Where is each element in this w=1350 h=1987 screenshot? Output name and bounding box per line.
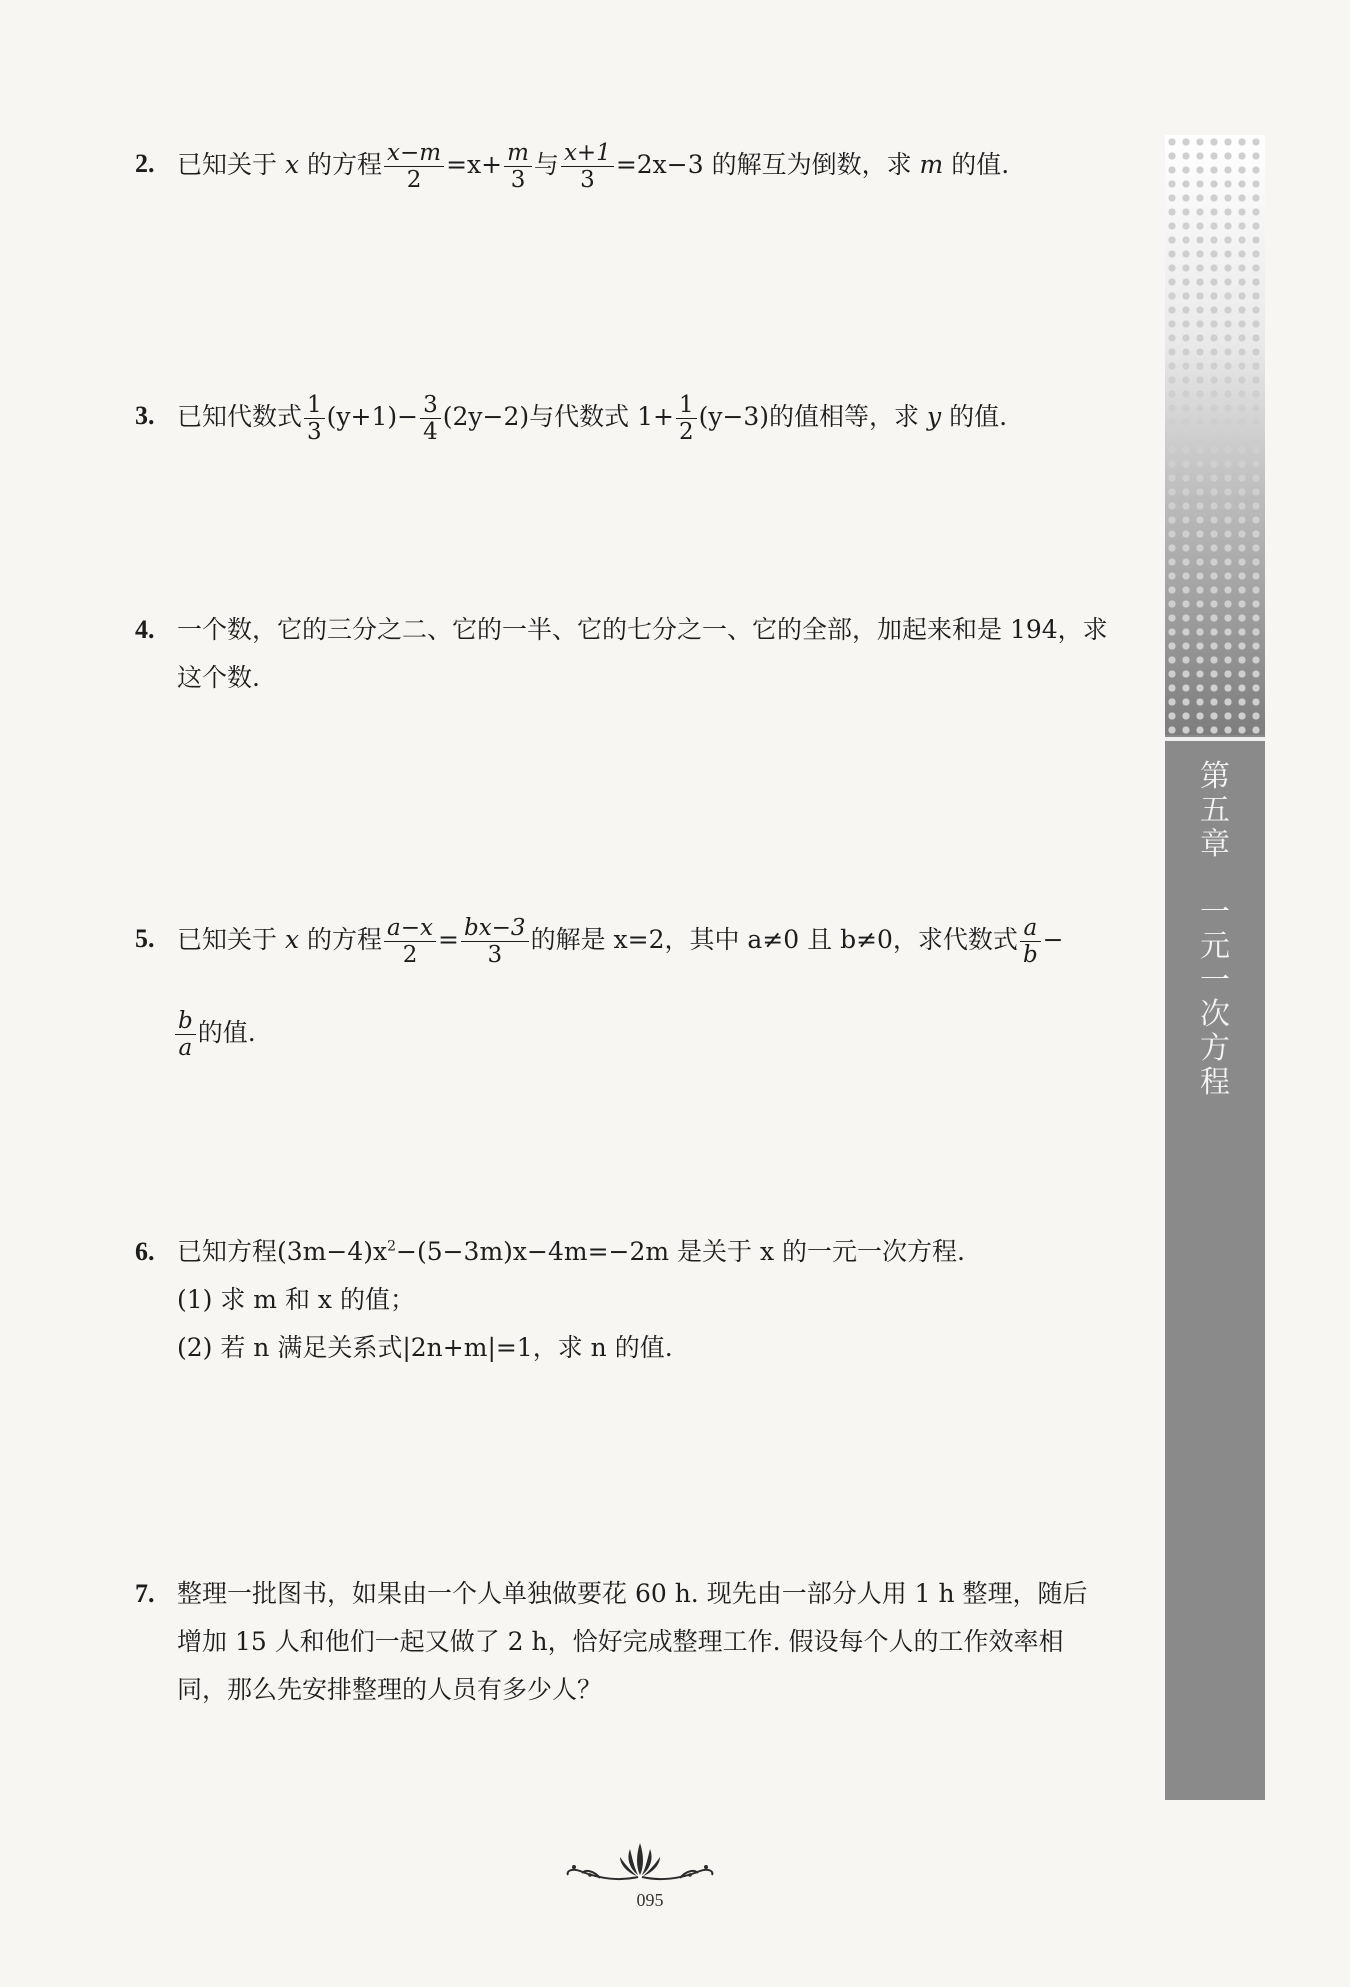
problem-text: 的方程 [307, 925, 383, 954]
problem-text: 已知代数式 [177, 402, 303, 431]
problem-text: 增加 15 人和他们一起又做了 2 h，恰好完成整理工作. 假设每个人的工作效率相 [177, 1627, 1064, 1656]
fraction [175, 1008, 196, 1061]
fraction [304, 392, 325, 445]
denominator: 3 [487, 942, 503, 968]
problem-text: 已知关于 [177, 925, 278, 954]
fraction [384, 140, 444, 193]
problem-text: =2x−3 的解互为倒数，求 [615, 150, 912, 179]
numerator: a [1020, 915, 1041, 942]
numerator: a−x [384, 915, 436, 942]
chapter-char: 一 [1200, 963, 1230, 998]
problem-text: 与 [533, 150, 559, 179]
chapter-char: 章 [1200, 827, 1230, 862]
problem-number: 5. [135, 924, 155, 953]
chapter-char: 五 [1200, 793, 1230, 828]
sub-question-2: (2) 若 n 满足关系式|2n+m|=1，求 n 的值. [177, 1333, 673, 1362]
denominator: 2 [406, 167, 422, 193]
chapter-char: 一 [1200, 895, 1230, 930]
problem-number: 3. [135, 401, 155, 430]
denominator: 3 [580, 167, 595, 193]
numerator: x−m [384, 140, 444, 167]
problem-text: 的值. [197, 1018, 256, 1047]
chapter-char: 元 [1200, 929, 1230, 964]
problem-number: 6. [135, 1237, 155, 1266]
numerator: 3 [420, 392, 441, 419]
sub-question-1: (1) 求 m 和 x 的值； [177, 1285, 415, 1314]
denominator: 4 [423, 419, 438, 445]
variable: x [284, 150, 300, 179]
chapter-title [1165, 760, 1265, 1100]
problem-text: 这个数. [177, 663, 260, 692]
page-number: 095 [636, 1890, 664, 1910]
problem-number: 7. [135, 1579, 155, 1608]
problem-text: 的解是 x=2，其中 a≠0 且 b≠0，求代数式 [530, 925, 1018, 954]
variable: m [919, 150, 944, 179]
problem-text: 的值. [951, 150, 1010, 179]
denominator: 2 [678, 419, 694, 445]
problem-text: − [1042, 925, 1064, 954]
problem-text: =x+ [446, 150, 503, 179]
problem-text: 一个数，它的三分之二、它的一半、它的七分之一、它的全部，加起来和是 194，求 [177, 615, 1108, 644]
problem-text: 已知关于 [177, 150, 278, 179]
variable: y [927, 402, 942, 431]
denominator: 3 [510, 167, 526, 193]
problem-text: 的方程 [307, 150, 383, 179]
fraction [461, 915, 529, 968]
problem-text: 同，那么先安排整理的人员有多少人？ [177, 1675, 603, 1704]
chapter-side-tab [1165, 135, 1265, 1800]
denominator: b [1022, 942, 1038, 968]
superscript: 2 [387, 1238, 396, 1255]
fraction [420, 392, 441, 445]
variable: x [284, 925, 300, 954]
numerator: b [175, 1008, 196, 1035]
chapter-char: 次 [1200, 997, 1230, 1032]
denominator: 3 [307, 419, 322, 445]
chapter-char: 程 [1200, 1065, 1230, 1100]
problem-text: (2y−2)与代数式 1+ [442, 402, 674, 431]
divider [1165, 737, 1265, 741]
problem-line [177, 1008, 1177, 1061]
problem-text: 的值. [949, 402, 1008, 431]
numerator: bx−3 [461, 915, 529, 942]
fraction [676, 392, 697, 445]
fraction [561, 140, 614, 193]
problem-text: = [438, 925, 459, 954]
problem-number: 2. [135, 149, 155, 178]
chapter-char [1165, 862, 1265, 896]
denominator: a [178, 1035, 193, 1061]
numerator: 1 [304, 392, 325, 419]
numerator: x+1 [561, 140, 614, 167]
problem-line [177, 915, 1177, 968]
fraction [504, 140, 532, 193]
decorative-pattern [1165, 135, 1265, 735]
problem-text: (y−3)的值相等，求 [698, 402, 920, 431]
chapter-char: 第 [1200, 759, 1230, 794]
problem-number: 4. [135, 615, 155, 644]
chapter-char: 方 [1200, 1031, 1230, 1066]
problem-line [177, 1228, 1177, 1276]
numerator: m [504, 140, 532, 167]
fraction [1020, 915, 1041, 968]
problem-text: 整理一批图书，如果由一个人单独做要花 60 h. 现先由一部分人用 1 h 整理，随后 [177, 1579, 1088, 1608]
fraction [384, 915, 436, 968]
problem-text: (y+1)− [326, 402, 419, 431]
denominator: 2 [402, 942, 418, 968]
numerator: 1 [676, 392, 697, 419]
problem-text: −(5−3m)x−4m=−2m 是关于 x 的一元一次方程. [396, 1237, 965, 1266]
problem-text: 已知方程(3m−4)x [177, 1237, 388, 1266]
floral-ornament-icon [560, 1835, 720, 1885]
